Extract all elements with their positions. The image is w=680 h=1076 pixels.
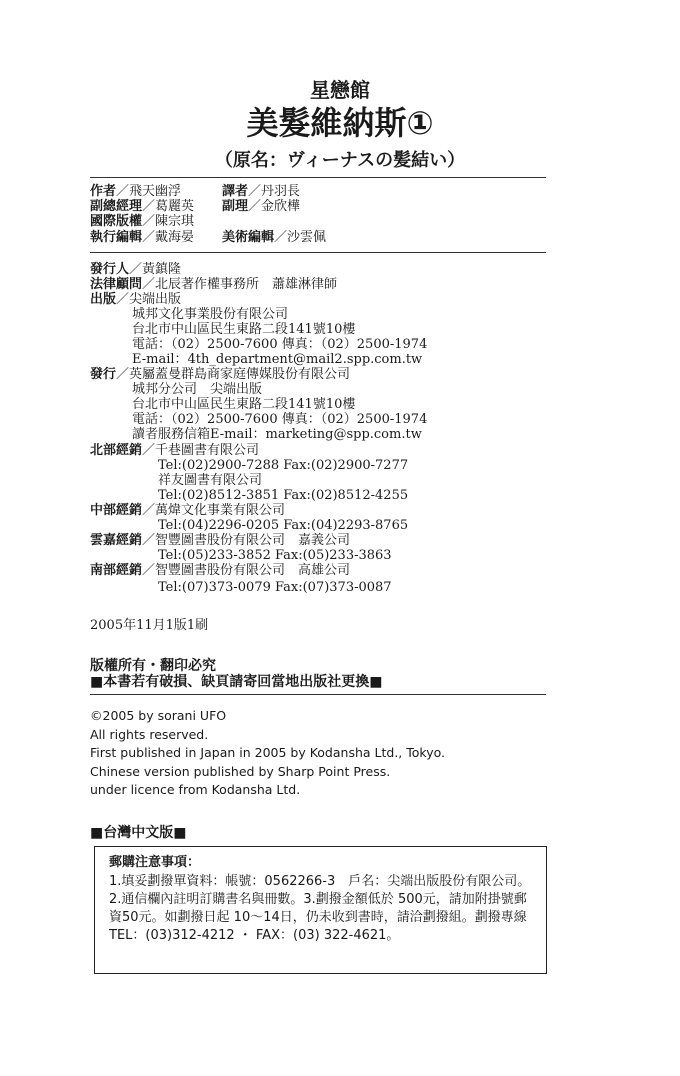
replacement-notice: ■本書若有破損、缺頁請寄回當地出版社更換■ <box>90 674 383 690</box>
chiayi-distributor: 雲嘉經銷／智豐圖書股份有限公司 嘉義公司 <box>90 533 351 548</box>
credit-author: 作者／飛天幽浮 <box>90 184 182 199</box>
credit-art-editor: 美術編輯／沙雲佩 <box>222 230 327 245</box>
issuer-line: 發行人／黃鎮隆 <box>90 262 182 277</box>
copyright-rights: All rights reserved. <box>90 727 209 742</box>
central-distributor-tel: Tel:(04)2296-0205 Fax:(04)2293-8765 <box>158 518 409 533</box>
book-title: 美髮維納斯① <box>246 104 434 142</box>
publisher-company: 城邦文化事業股份有限公司 <box>132 307 289 322</box>
copyright-licence: under licence from Kodansha Ltd. <box>90 782 301 797</box>
edition-line: 2005年11月1版1刷 <box>90 618 209 633</box>
south-distributor-tel: Tel:(07)373-0079 Fax:(07)373-0087 <box>158 580 392 595</box>
credit-deputy-gm: 副總經理／葛麗英 <box>90 199 195 214</box>
north-distributor-2-tel: Tel:(02)8512-3851 Fax:(02)8512-4255 <box>158 488 409 503</box>
copyright-first-published: First published in Japan in 2005 by Kodansha Ltd., Tokyo. <box>90 745 445 760</box>
copyright-chinese-version: Chinese version published by Sharp Point Press. <box>90 764 391 779</box>
reader-service-email: 讀者服務信箱E-mail：marketing@spp.com.tw <box>132 427 422 442</box>
chiayi-distributor-tel: Tel:(05)233-3852 Fax:(05)233-3863 <box>158 548 392 563</box>
distributor-address: 台北市中山區民生東路二段141號10樓 <box>132 397 356 412</box>
divider-bottom <box>90 694 546 695</box>
legal-counsel-line: 法律顧問／北辰著作權事務所 蕭雄淋律師 <box>90 277 338 292</box>
copyright-line: ©2005 by sorani UFO <box>90 708 227 723</box>
credit-translator: 譯者／丹羽長 <box>222 184 301 199</box>
publisher-name: 星戀館 <box>310 78 370 102</box>
north-distributor-2: 祥友圖書有限公司 <box>158 473 263 488</box>
original-title: （原名：ヴィーナスの髪結い） <box>214 150 466 171</box>
publisher-line: 出版／尖端出版 <box>90 292 182 307</box>
credit-intl-rights: 國際版權／陳宗琪 <box>90 214 195 229</box>
mail-order-notice-box <box>94 846 547 974</box>
divider-top <box>90 177 546 178</box>
divider-middle <box>90 252 546 253</box>
notice-body: 1.填妥劃撥單資料：帳號：0562266-3 戶名：尖端出版股份有限公司。2.通信欄內註明訂購書名與冊數。3.劃撥金額低於 500元，請加附掛號郵資50元。如劃撥日起 10～14日，仍未收到書時，請洽劃撥組。劃撥專線TEL：(03)312-4212 ・ FAX：(03) 322-4621。 <box>109 874 531 943</box>
distributor-branch: 城邦分公司 尖端出版 <box>132 382 263 397</box>
publisher-phone: 電話：（02）2500-7600 傳真：（02）2500-1974 <box>132 337 428 352</box>
notice-title: 郵購注意事項： <box>109 855 201 870</box>
distributor-line: 發行／英屬蓋曼群島商家庭傳媒股份有限公司 <box>90 367 351 382</box>
south-distributor: 南部經銷／智豐圖書股份有限公司 高雄公司 <box>90 563 351 578</box>
publisher-address: 台北市中山區民生東路二段141號10樓 <box>132 322 356 337</box>
north-distributor-tel: Tel:(02)2900-7288 Fax:(02)2900-7277 <box>158 458 409 473</box>
credit-deputy-manager: 副理／金欣樺 <box>222 199 301 214</box>
publisher-email: E-mail：4th_department@mail2.spp.com.tw <box>132 352 423 367</box>
central-distributor: 中部經銷／萬煒文化事業有限公司 <box>90 503 286 518</box>
credit-exec-editor: 執行編輯／戴海晏 <box>90 230 195 245</box>
distributor-phone: 電話：（02）2500-7600 傳真：（02）2500-1974 <box>132 412 428 427</box>
north-distributor: 北部經銷／千巷圖書有限公司 <box>90 443 260 458</box>
rights-reserved: 版權所有・翻印必究 <box>90 658 216 674</box>
taiwan-edition-label: ■台灣中文版■ <box>90 825 187 841</box>
